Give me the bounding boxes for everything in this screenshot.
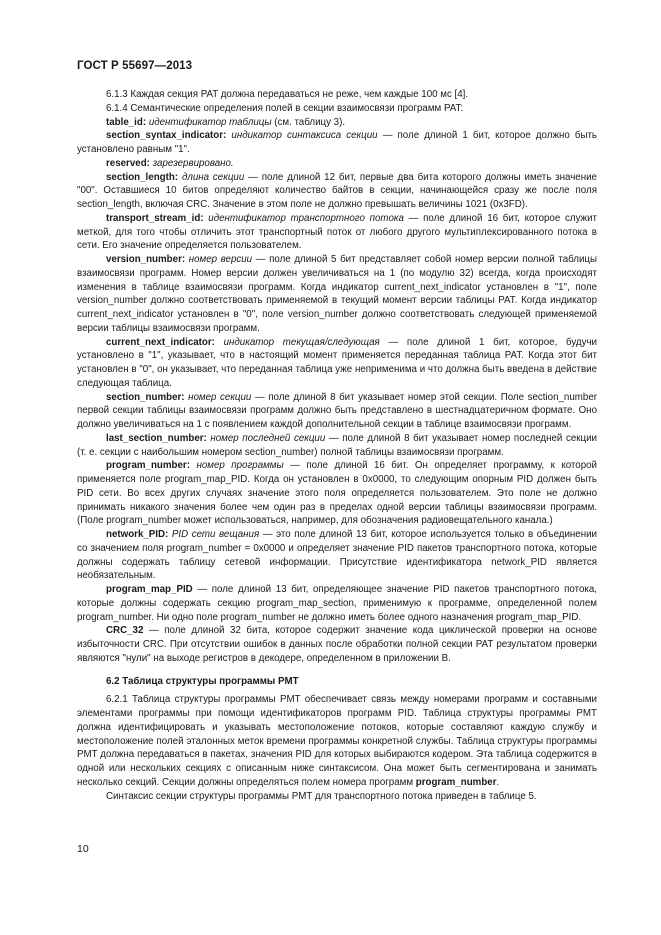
def-version-number	[77, 253, 597, 336]
term: section_number:	[106, 391, 185, 403]
term-meaning: длина секции	[181, 171, 245, 183]
term-text: — поле длиной 1 бит, которое должно быть установлено равным "1".	[77, 130, 598, 155]
term-text: (см. таблицу 3).	[271, 116, 346, 128]
term: CRC_32	[106, 625, 144, 637]
term-meaning: идентификатор таблицы	[148, 116, 272, 128]
def-section-number	[77, 391, 597, 432]
paragraph-6-1-3: 6.1.3 Каждая секция PAT должна передаваться не реже, чем каждые 100 мс [4].	[106, 89, 469, 100]
def-program-number	[77, 459, 597, 528]
term: last_section_number:	[106, 432, 207, 444]
paragraph-6-2-1	[77, 693, 597, 789]
term-text: — поле длиной 13 бит, определяющее значение PID пакетов транспортного потока, которые должны содержать секцию program_map_section, применимую к программе, определенной полем program_number. Ни одно поле program_number не должно иметь более одного назначения program_map_PID.	[77, 584, 597, 623]
term-meaning: зарезервировано.	[152, 157, 234, 169]
def-program-map-pid	[77, 583, 597, 624]
term-meaning: номер программы	[196, 460, 284, 472]
def-last-section-number	[77, 432, 597, 460]
section-6-2-heading: 6.2 Таблица структуры программы PMT	[106, 675, 299, 687]
document-body	[77, 88, 597, 803]
page-number: 10	[77, 843, 89, 855]
term: table_id:	[106, 116, 147, 128]
term-meaning: индикатор синтаксиса секции	[231, 130, 378, 142]
term-text: — поле длиной 16 бит. Он определяет программу, к которой применяется поле program_map_PID. Когда он установлен в 0x0000, то следующим опорным PID должен быть PID сети. Во всех других случаях значение этого поля определяется пользователем. Это поле не должно принимать никакого значения более чем один раз в пределах одной версии таблицы взаимосвязи программ. (Поле program_number может использоваться, например, для обозначения радиовещательного канала.)	[77, 460, 597, 527]
term-text: — поле длиной 16 бит, которое служит меткой, для того чтобы отличить этот транспортный поток от любого другого мультиплексированного потока в сети. Его значение определяется пользователем.	[77, 212, 597, 252]
term: transport_stream_id:	[106, 212, 204, 224]
term-meaning: идентификатор транспортного потока	[208, 212, 404, 224]
term: current_next_indicator:	[106, 336, 215, 348]
term: program_map_PID	[106, 584, 193, 595]
term-meaning: PID сети вещания	[171, 529, 260, 540]
term: network_PID:	[106, 529, 169, 540]
term: program_number:	[106, 460, 190, 472]
paragraph-6-1-4: 6.1.4 Семантические определения полей в секции взаимосвязи программ PAT:	[106, 102, 464, 114]
def-table-id	[77, 116, 597, 130]
paragraph-text: 6.2.1 Таблица структуры программы PMT обеспечивает связь между номерами программ и составными элементами программы при помощи идентификаторов программ PID. Таблица структуры программы PMT должна идентифицировать и указывать местоположение потоков, которые составляют каждую службу и местоположение полей эталонных меток времени программы конкретной службы. Таблица структуры программы PMT должна передаваться в пакетах, значения PID для которых выбираются кодером. Эта таблица содержится в одной или нескольких секциях с описанным ниже синтаксисом. Она может быть сегментирована и занимать несколько секций. Секции должны определяться полем номера программ	[77, 694, 597, 788]
term: program_number	[415, 776, 497, 788]
term-meaning: номер секции	[188, 391, 252, 403]
paragraph-syntax: Синтаксис секции структуры программы PMT для транспортного потока приведен в таблице 5.	[106, 790, 537, 802]
term-text: — поле длиной 1 бит, которое, будучи установлено в "1", указывает, что в настоящий момент применяется переданная таблица PAT. Когда этот бит установлен в "0", он указывает, что переданная таблица уже неприменима и что должна быть введена в действие следующая таблица.	[77, 336, 597, 389]
def-transport-stream-id	[77, 212, 597, 253]
def-section-syntax-indicator	[77, 129, 597, 157]
def-reserved	[77, 157, 597, 171]
term-text: — поле длиной 12 бит, первые два бита которого должны иметь значение "00". Оставшиеся 10 битов определяют количество байтов в секции, начинающейся сразу же после поля section_length, включая CRC. Значение в этом поле не должно превышать величины 1021 (0x3FD).	[77, 171, 597, 210]
term-meaning: номер последней секции	[210, 432, 326, 444]
term-text: — поле длиной 5 бит представляет собой номер версии полной таблицы взаимосвязи программ. Номер версии должен увеличиваться на 1 (по модулю 32) всегда, когда происходят изменения в таблице взаимосвязи программ. Когда индикатор current_next_indicator установлен в "1", поле version_number должно соответствовать применяемой в текущий момент версии таблицы PAT. Когда индикатор current_next_indicator установлен в "0", поле version_number должно соответствовать следующей применяемой версии таблицы взаимосвязи программ.	[77, 254, 597, 334]
term: reserved:	[106, 157, 150, 169]
def-network-pid	[77, 528, 597, 583]
term-text: — поле длиной 32 бита, которое содержит значение кода циклической проверки на основе избыточности CRC. При отсутствии ошибок в данных после обработки полной секции PAT результатом проверки являются "нули" на выходе регистров в декодере, определенном в приложении В.	[77, 625, 597, 664]
def-section-length	[77, 171, 597, 212]
term-text: — поле длиной 8 бит указывает номер этой секции. Поле section_number первой секции таблицы взаимосвязи программ должно быть представлено в шестнадцатеричном формате. Оно должно увеличиваться на 1 с появлением каждой дополнительной секции в таблице взаимосвязи программ.	[77, 391, 597, 430]
term-meaning: номер версии	[188, 254, 253, 265]
term: section_length:	[106, 171, 179, 183]
def-current-next-indicator	[77, 336, 597, 391]
term-text: — это поле длиной 13 бит, которое используется только в объединении со значением поля program_number = 0x0000 и определяет значение PID пакетов транспортного потока, которые должны содержать таблицу сетевой информации. Присутствие идентификатора network_PID является необязательным.	[77, 529, 597, 582]
term: version_number:	[106, 254, 186, 265]
term-meaning: индикатор текущая/следующая	[223, 336, 380, 348]
document-header: ГОСТ Р 55697—2013	[77, 60, 193, 72]
paragraph-end: .	[496, 776, 500, 788]
term: section_syntax_indicator:	[106, 130, 227, 142]
term-text: — поле длиной 8 бит указывает номер последней секции (т. е. секции с наибольшим номером section_number) полной таблицы взаимосвязи программ.	[77, 432, 597, 458]
def-crc-32	[77, 624, 597, 665]
